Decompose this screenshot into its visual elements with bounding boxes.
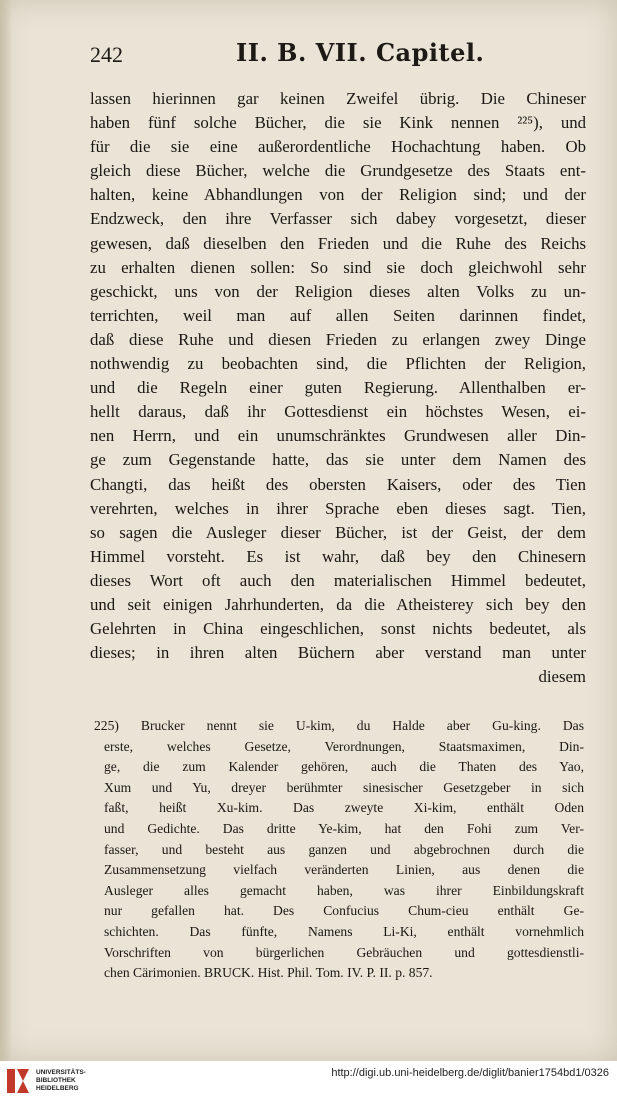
text-line: verehrten, welches in ihrer Sprache eben dieses sagt. Tien, [90,498,586,518]
text-line: und die Regeln einer guten Regierung. Allenthalben er- [90,378,586,398]
text-line: nothwendig zu beobachten sind, die Pflichten der Religion, [90,354,586,374]
text-line: gewesen, daß dieselben den Frieden und die Ruhe des Reichs [90,233,586,253]
footnote-line: chen Cärimonien. BRUCK. Hist. Phil. Tom. IV. P. II. p. 857. [104,965,433,981]
text-line: halten, keine Abhandlungen von der Religion sind; und der [90,185,586,205]
footnote-line: faßt, heißt Xu-kim. Das zweyte Xi-kim, enthält Oden [104,800,584,816]
footnote-line: erste, welches Gesetze, Verordnungen, Staatsmaximen, Din- [104,738,584,754]
footnote-line: und Gedichte. Das dritte Ye-kim, hat den Fohi zum Ver- [104,820,584,836]
catchword: diesem [538,667,586,687]
footnote-line: nur gefallen hat. Des Confucius Chum-cieu enthält Ge- [104,903,584,919]
text-line: Gelehrten in China eingeschlichen, sonst nichts bedeutet, als [90,619,586,639]
footnote-line: 225) Brucker nennt sie U-kim, du Halde aber Gu-king. Das [94,718,584,733]
library-logo[interactable] [6,1067,86,1095]
text-line: Changti, das heißt des obersten Kaisers, oder des Tien [90,474,586,494]
text-line: Himmel vorsteht. Es ist wahr, daß bey den Chinesern [90,546,586,566]
viewer-footer [0,1061,617,1104]
page-number: 242 [90,42,123,67]
text-line: so sagen die Ausleger dieser Bücher, ist der Geist, der dem [90,522,586,542]
text-line: daß diese Ruhe und diesen Frieden zu erlangen zwey Dinge [90,329,586,349]
text-line: ge zum Gegenstande hatte, das sie unter dem Namen des [90,450,586,470]
library-name-line: UNIVERSITÄTS- [36,1069,86,1076]
text-line: haben fünf solche Bücher, die sie Kink nennen ²²⁵), und [90,113,586,133]
text-line: zu erhalten dienen sollen: So sind sie doch gleichwohl sehr [90,257,586,277]
text-line: hellt daraus, daß ihr Gottesdienst ein höchstes Wesen, ei- [90,402,586,422]
footnote-line: Xum und Yu, dreyer berühmter sinesischer Gesetzgeber in sich [104,779,584,795]
footnote-line: fasser, und besteht aus ganzen und abgebrochnen durch die [104,841,584,857]
text-line: terrichten, weil man auf allen Seiten darinnen findet, [90,305,586,325]
library-name [36,1069,86,1093]
text-line: lassen hierinnen gar keinen Zweifel übrig. Die Chineser [90,89,586,108]
library-logo-icon [6,1067,30,1095]
main-text-block [90,87,586,689]
library-name-line: BIBLIOTHEK [36,1077,76,1084]
footnote-line: Vorschriften von bürgerlichen Gebräuchen und gottesdienstli- [104,944,584,960]
footnote-line: ge, die zum Kalender gehören, auch die Thaten des Yao, [104,759,584,775]
running-head: II. B. VII. Capitel. [236,38,485,67]
library-name-line: HEIDELBERG [36,1085,79,1092]
text-line: für die sie eine außerordentliche Hochachtung haben. Ob [90,137,586,157]
text-line: und seit einigen Jahrhunderten, da die Atheisterey sich bey den [90,594,586,614]
text-line: gleich diese Bücher, welche die Grundgesetze des Staats ent- [90,161,586,181]
text-line: Endzweck, den ihre Verfasser sich dabey vorgesetzt, dieser [90,209,586,229]
text-line: dieses Wort oft auch den materialischen Himmel bedeutet, [90,570,586,590]
text-line: dieses; in ihren alten Büchern aber verstand man unter [90,643,586,663]
footnote-line: Ausleger alles gemacht haben, was ihrer Einbildungskraft [104,882,584,898]
text-line: nen Herrn, und ein unumschränktes Grundwesen aller Din- [90,426,586,446]
footnote-line: Zusammensetzung vielfach veränderten Linien, aus denen die [104,862,584,878]
permalink-url[interactable]: http://digi.ub.uni-heidelberg.de/diglit/banier1754bd1/0326 [331,1067,609,1079]
text-line: geschickt, uns von der Religion dieses alten Volks zu un- [90,281,586,301]
footnote-line: schichten. Das fünfte, Namens Li-Ki, enthält vornehmlich [104,923,584,939]
page-header [80,38,577,70]
footnote-block [94,716,584,984]
